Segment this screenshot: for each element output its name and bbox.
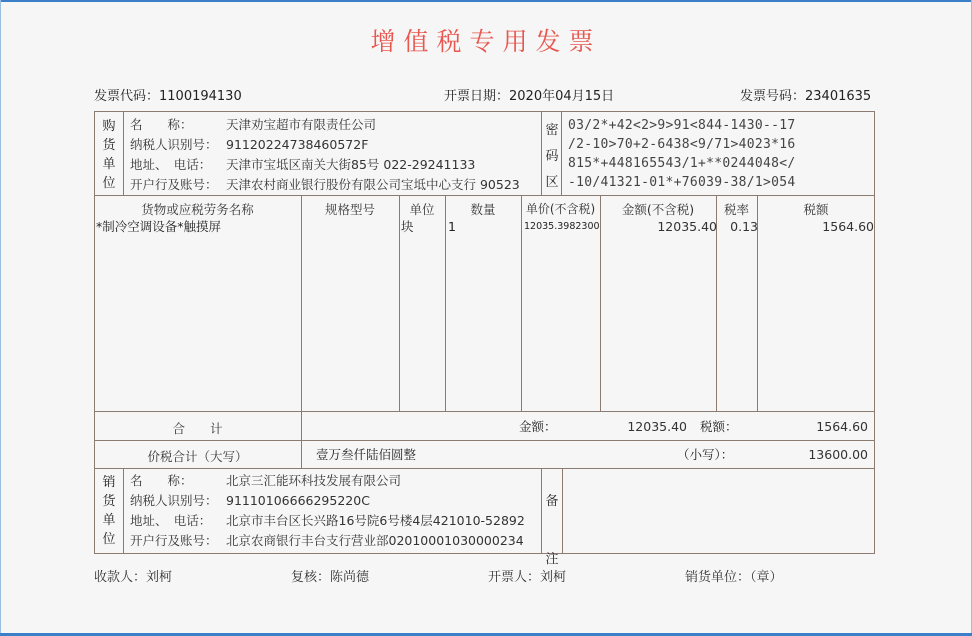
invoice-number-label: 发票号码： [740, 89, 806, 104]
seller-remarks-divider [541, 468, 542, 554]
totals-label: 合 计 [172, 421, 223, 436]
buyer-name-label: 名 称： [130, 117, 193, 132]
grand-total-label: 价税合计（大写） [147, 449, 248, 464]
buyer-side-char: 货 [102, 138, 116, 153]
seller-side-divider [123, 468, 124, 554]
buyer-bank-label: 开户行及账号： [130, 177, 218, 192]
item-tax: 1564.60 [822, 219, 874, 234]
footer-reviewer: 复核：陈尚德 [291, 570, 370, 585]
buyer-address-row [130, 157, 475, 173]
cipher-side-char: 码 [545, 149, 559, 164]
seller-side-char: 销 [102, 475, 116, 490]
seller-taxid-row [130, 493, 370, 509]
seller-side-label [100, 473, 118, 549]
item-rate: 0.13 [730, 219, 758, 234]
buyer-cipher-divider [541, 111, 542, 195]
grand-total-words: 壹万叁仟陆佰圆整 [316, 447, 417, 462]
buyer-name-row [130, 117, 376, 133]
divider-grand-seller [94, 468, 875, 469]
cipher-side-label [543, 118, 561, 196]
buyer-side-char: 单 [102, 157, 116, 172]
buyer-side-divider [123, 111, 124, 195]
col-divider-price [521, 195, 522, 411]
remarks-side-divider [562, 468, 563, 554]
buyer-side-char: 位 [102, 176, 116, 191]
seller-name-row [130, 473, 401, 489]
buyer-side-label [100, 117, 118, 193]
col-divider-spec [301, 195, 302, 468]
col-header-rate: 税率 [723, 202, 749, 217]
grand-total-small-label: （小写）： [677, 447, 734, 462]
seller-bank-row [130, 533, 524, 549]
col-header-name: 货物或应税劳务名称 [141, 202, 254, 217]
totals-tax: 1564.60 [816, 419, 868, 434]
seller-side-char: 单 [102, 513, 116, 528]
buyer-name-value: 天津劝宝超市有限责任公司 [226, 117, 377, 132]
seller-bank-label: 开户行及账号： [130, 533, 218, 548]
cipher-line: 03/2*+42<2>9>91<844-1430--17 [568, 118, 796, 133]
item-qty: 1 [448, 219, 456, 234]
seller-bank-value: 北京农商银行丰台支行营业部02010001030000234 [226, 533, 524, 548]
window-top-border [0, 0, 972, 2]
cipher-line: /2-10>70+2-6438<9/71>4023*16 [568, 137, 796, 152]
seller-taxid-value: 91110106666295220C [226, 493, 370, 508]
col-header-amount: 金额(不含税) [621, 202, 695, 217]
seller-taxid-label: 纳税人识别号： [130, 493, 218, 508]
item-amount: 12035.40 [657, 219, 717, 234]
cipher-line: 815*+448165543/1+**0244048</ [568, 156, 796, 171]
footer-seller-unit: 销货单位：（章） [685, 570, 783, 585]
seller-side-char: 位 [102, 532, 116, 547]
totals-amount-label: 金额： [519, 419, 557, 434]
buyer-taxid-row [130, 137, 368, 153]
seller-name-value: 北京三汇能环科技发展有限公司 [226, 473, 402, 488]
footer-issuer: 开票人：刘柯 [488, 570, 567, 585]
totals-amount: 12035.40 [627, 419, 687, 434]
invoice-number-value: 23401635 [805, 89, 872, 104]
invoice-code-value: 1100194130 [159, 89, 242, 104]
item-name: *制冷空调设备*触摸屏 [96, 219, 222, 234]
grand-total-small: 13600.00 [808, 447, 868, 462]
seller-side-char: 货 [102, 494, 116, 509]
col-divider-unit [399, 195, 400, 411]
col-header-qty: 数量 [470, 202, 496, 217]
invoice-date-value: 2020年04月15日 [509, 89, 615, 104]
buyer-bank-value: 天津农村商业银行股份有限公司宝坻中心支行 90523 [226, 177, 520, 192]
col-header-price: 单价(不含税) [525, 202, 596, 216]
buyer-bank-row [130, 177, 520, 193]
cipher-side-divider [561, 111, 562, 195]
col-header-unit: 单位 [409, 202, 435, 217]
seller-address-row [130, 513, 525, 529]
buyer-address-value: 天津市宝坻区南关大街85号 022-29241133 [226, 157, 476, 172]
invoice-title: 增值税专用发票 [370, 27, 602, 56]
totals-tax-label: 税额： [700, 419, 738, 434]
buyer-side-char: 购 [102, 119, 116, 134]
buyer-address-label: 地址、 电话： [130, 157, 212, 172]
remarks-side-char: 注 [545, 552, 559, 567]
footer-payee: 收款人：刘柯 [94, 570, 173, 585]
invoice-date [444, 85, 614, 104]
col-divider-qty [445, 195, 446, 411]
remarks-side-char: 备 [545, 494, 559, 509]
col-header-spec: 规格型号 [324, 202, 375, 217]
seller-address-value: 北京市丰台区长兴路16号院6号楼4层421010-52892 [226, 513, 525, 528]
item-unit: 块 [401, 219, 414, 234]
invoice-code-label: 发票代码： [94, 89, 160, 104]
seller-name-label: 名 称： [130, 473, 193, 488]
buyer-taxid-label: 纳税人识别号： [130, 137, 218, 152]
divider-items-totals [94, 411, 875, 412]
divider-totals-grand [94, 440, 875, 441]
col-header-tax: 税额 [803, 202, 829, 217]
cipher-side-char: 密 [545, 123, 559, 138]
window-left-border [0, 0, 1, 636]
cipher-side-char: 区 [545, 175, 559, 190]
invoice-number [740, 85, 871, 104]
seller-address-label: 地址、 电话： [130, 513, 212, 528]
cipher-line: -10/41321-01*+76039-38/1>054 [568, 175, 796, 190]
invoice-code [94, 85, 242, 104]
invoice-date-label: 开票日期： [444, 89, 510, 104]
item-price: 12035.3982300 [524, 221, 600, 232]
buyer-taxid-value: 91120224738460572F [226, 137, 369, 152]
